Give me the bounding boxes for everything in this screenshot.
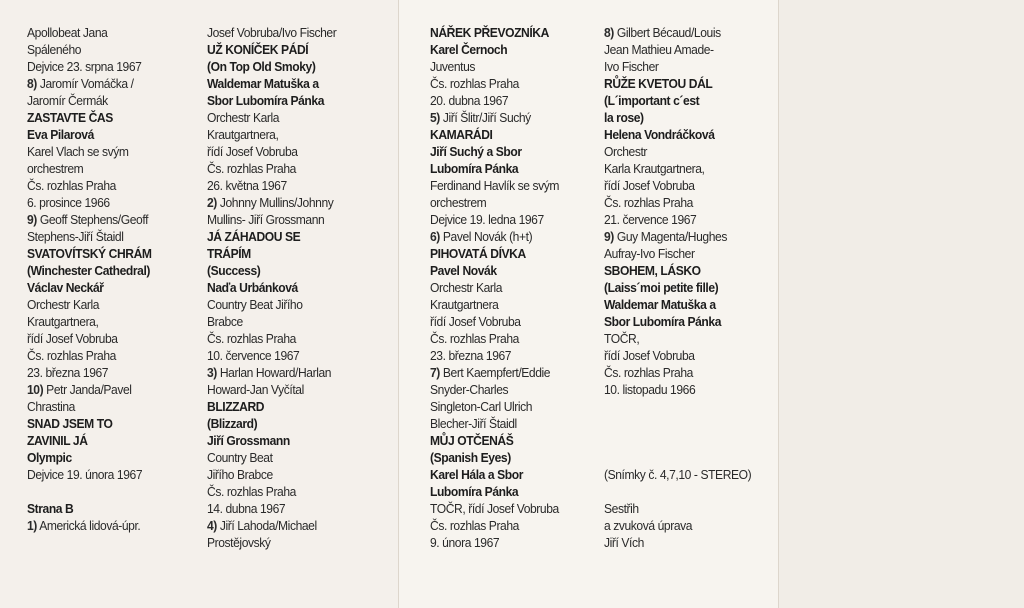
bold-line <box>430 41 597 58</box>
text-line <box>604 245 771 262</box>
text-column-4 <box>604 24 771 551</box>
text-line <box>27 92 194 109</box>
text-line <box>604 466 771 483</box>
text-line <box>430 398 597 415</box>
text-line <box>430 109 597 126</box>
line-text: PIHOVATÁ DÍVKA <box>430 246 526 261</box>
track-number: 1) <box>27 518 37 533</box>
bold-line <box>604 75 771 92</box>
bold-line <box>430 160 597 177</box>
text-line <box>27 211 194 228</box>
line-text: Aufray-Ivo Fischer <box>604 246 695 261</box>
line-text: Karla Krautgartnera, <box>604 161 705 176</box>
line-text: ZASTAVTE ČAS <box>27 110 113 125</box>
line-text: a zvuková úprava <box>604 518 693 533</box>
spacer <box>604 432 771 449</box>
text-line <box>207 194 374 211</box>
line-text: Jiří Suchý a Sbor <box>430 144 522 159</box>
line-text: Petr Janda/Pavel <box>43 382 132 397</box>
bold-line <box>207 92 374 109</box>
bold-line <box>27 262 194 279</box>
track-number: 2) <box>207 195 217 210</box>
bold-line <box>207 41 374 58</box>
track-number: 9) <box>604 229 614 244</box>
bold-line <box>604 92 771 109</box>
line-text: UŽ KONÍČEK PÁDÍ <box>207 42 309 57</box>
text-line <box>604 500 771 517</box>
line-text: Čs. rozhlas Praha <box>430 518 519 533</box>
bold-line <box>430 143 597 160</box>
line-text: Orchestr Karla <box>430 280 503 295</box>
line-text: Čs. rozhlas Praha <box>604 195 693 210</box>
text-line <box>430 92 597 109</box>
text-line <box>207 143 374 160</box>
text-line <box>207 534 374 551</box>
text-line <box>430 364 597 381</box>
bold-line <box>207 398 374 415</box>
text-line <box>604 381 771 398</box>
line-text: Lubomíra Pánka <box>430 161 519 176</box>
text-line <box>27 313 194 330</box>
text-line <box>604 24 771 41</box>
bold-line <box>27 279 194 296</box>
text-line <box>207 126 374 143</box>
line-text: Lubomíra Pánka <box>430 484 519 499</box>
line-text: Waldemar Matuška a <box>604 297 716 312</box>
track-number: 8) <box>27 76 37 91</box>
text-line <box>207 24 374 41</box>
track-number: 3) <box>207 365 217 380</box>
bold-line <box>430 126 597 143</box>
line-text: 10. července 1967 <box>207 348 300 363</box>
text-line <box>27 58 194 75</box>
text-line <box>207 109 374 126</box>
text-line <box>430 517 597 534</box>
text-line <box>430 381 597 398</box>
bold-line <box>430 466 597 483</box>
text-line <box>27 347 194 364</box>
line-text: Karel Vlach se svým <box>27 144 129 159</box>
text-line <box>27 296 194 313</box>
line-text: Jean Mathieu Amade- <box>604 42 714 57</box>
fold-line <box>778 0 779 608</box>
line-text: Helena Vondráčková <box>604 127 715 142</box>
track-number: 4) <box>207 518 217 533</box>
text-line <box>207 381 374 398</box>
line-text: Mullins- Jiří Grossmann <box>207 212 325 227</box>
text-line <box>430 330 597 347</box>
text-column-3 <box>430 24 597 551</box>
line-text: TOČR, <box>604 331 640 346</box>
text-line <box>430 500 597 517</box>
bold-line <box>27 500 194 517</box>
text-line <box>430 75 597 92</box>
text-line <box>207 466 374 483</box>
text-line <box>27 398 194 415</box>
line-text: Čs. rozhlas Praha <box>430 331 519 346</box>
bold-line <box>207 432 374 449</box>
spacer <box>604 415 771 432</box>
line-text: Sbor Lubomíra Pánka <box>604 314 722 329</box>
track-number: 8) <box>604 25 614 40</box>
line-text: 10. listopadu 1966 <box>604 382 696 397</box>
spacer <box>604 449 771 466</box>
line-text: Orchestr Karla <box>27 297 100 312</box>
line-text: Strana B <box>27 501 74 516</box>
line-text: Karel Hála a Sbor <box>430 467 524 482</box>
bold-line <box>207 58 374 75</box>
line-text: (Spanish Eyes) <box>430 450 511 465</box>
text-line <box>430 415 597 432</box>
text-line <box>604 160 771 177</box>
line-text: 9. února 1967 <box>430 535 500 550</box>
bold-line <box>604 262 771 279</box>
line-text: Jiří Šlitr/Jiří Suchý <box>439 110 531 125</box>
line-text: Country Beat Jiřího <box>207 297 303 312</box>
line-text: orchestrem <box>27 161 84 176</box>
line-text: (Success) <box>207 263 261 278</box>
line-text: řídí Josef Vobruba <box>27 331 118 346</box>
text-column-1 <box>27 24 194 534</box>
line-text: Jaromír Čermák <box>27 93 108 108</box>
text-line <box>430 194 597 211</box>
line-text: Ferdinand Havlík se svým <box>430 178 560 193</box>
text-line <box>207 177 374 194</box>
line-text: Harlan Howard/Harlan <box>216 365 332 380</box>
line-text: Country Beat <box>207 450 273 465</box>
text-line <box>27 381 194 398</box>
track-number: 7) <box>430 365 440 380</box>
bold-line <box>27 415 194 432</box>
line-text: Blecher-Jiří Štaidl <box>430 416 517 431</box>
text-line <box>207 500 374 517</box>
text-line <box>430 279 597 296</box>
line-text: Krautgartnera, <box>27 314 99 329</box>
line-text: Jiří Lahoda/Michael <box>216 518 317 533</box>
line-text: Krautgartnera, <box>207 127 279 142</box>
line-text: Bert Kaempfert/Eddie <box>439 365 551 380</box>
line-text: Snyder-Charles <box>430 382 509 397</box>
text-line <box>27 517 194 534</box>
bold-line <box>207 262 374 279</box>
text-line <box>604 194 771 211</box>
text-line <box>604 534 771 551</box>
text-line <box>27 160 194 177</box>
line-text: SBOHEM, LÁSKO <box>604 263 701 278</box>
bold-line <box>604 296 771 313</box>
line-text: Gilbert Bécaud/Louis <box>613 25 721 40</box>
bold-line <box>604 126 771 143</box>
line-text: (Winchester Cathedral) <box>27 263 151 278</box>
line-text: Orchestr <box>604 144 648 159</box>
bold-line <box>604 109 771 126</box>
line-text: řídí Josef Vobruba <box>207 144 298 159</box>
text-line <box>430 534 597 551</box>
track-number: 10) <box>27 382 44 397</box>
line-text: SVATOVÍTSKÝ CHRÁM <box>27 246 152 261</box>
line-text: BLIZZARD <box>207 399 265 414</box>
line-text: Apollobeat Jana <box>27 25 108 40</box>
text-line <box>207 211 374 228</box>
text-line <box>207 313 374 330</box>
text-line <box>207 449 374 466</box>
line-text: Čs. rozhlas Praha <box>207 161 296 176</box>
line-text: Orchestr Karla <box>207 110 280 125</box>
track-number: 5) <box>430 110 440 125</box>
text-line <box>604 364 771 381</box>
bold-line <box>27 109 194 126</box>
bold-line <box>604 313 771 330</box>
line-text: SNAD JSEM TO <box>27 416 113 431</box>
line-text: Jiří Grossmann <box>207 433 290 448</box>
line-text: Geoff Stephens/Geoff <box>36 212 149 227</box>
text-line <box>604 211 771 228</box>
text-line <box>207 364 374 381</box>
text-line <box>604 517 771 534</box>
text-line <box>430 58 597 75</box>
bold-line <box>27 449 194 466</box>
line-text: Čs. rozhlas Praha <box>27 178 116 193</box>
text-line <box>207 517 374 534</box>
bold-line <box>207 75 374 92</box>
line-text: 23. března 1967 <box>430 348 512 363</box>
line-text: Pavel Novák <box>430 263 497 278</box>
text-line <box>207 160 374 177</box>
bold-line <box>207 245 374 262</box>
line-text: 14. dubna 1967 <box>207 501 286 516</box>
bold-line <box>430 245 597 262</box>
line-text: Naďa Urbánková <box>207 280 298 295</box>
line-text: Brabce <box>207 314 243 329</box>
line-text: Čs. rozhlas Praha <box>207 331 296 346</box>
line-text: Americká lidová-úpr. <box>36 518 141 533</box>
line-text: Sestřih <box>604 501 639 516</box>
spacer <box>604 398 771 415</box>
text-line <box>27 194 194 211</box>
line-text: 20. dubna 1967 <box>430 93 509 108</box>
track-number: 9) <box>27 212 37 227</box>
line-text: MŮJ OTČENÁŠ <box>430 433 514 448</box>
line-text: Krautgartnera <box>430 297 499 312</box>
line-text: la rose) <box>604 110 644 125</box>
line-text: (Blizzard) <box>207 416 258 431</box>
line-text: Guy Magenta/Hughes <box>613 229 727 244</box>
line-text: Čs. rozhlas Praha <box>430 76 519 91</box>
line-text: NÁŘEK PŘEVOZNÍKA <box>430 25 549 40</box>
line-text: Dejvice 19. února 1967 <box>27 467 143 482</box>
line-text: Pavel Novák (h+t) <box>439 229 533 244</box>
line-text: Johnny Mullins/Johnny <box>216 195 334 210</box>
line-text: Eva Pilarová <box>27 127 94 142</box>
track-number: 6) <box>430 229 440 244</box>
text-line <box>27 143 194 160</box>
line-text: Dejvice 23. srpna 1967 <box>27 59 142 74</box>
line-text: KAMARÁDI <box>430 127 493 142</box>
line-text: Jiří Vích <box>604 535 644 550</box>
line-text: (L´important c´est <box>604 93 700 108</box>
text-line <box>27 24 194 41</box>
line-text: Karel Černoch <box>430 42 508 57</box>
bold-line <box>430 432 597 449</box>
line-text: Jaromír Vomáčka / <box>36 76 134 91</box>
line-text: RŮŽE KVETOU DÁL <box>604 76 713 91</box>
line-text: Waldemar Matuška a <box>207 76 319 91</box>
bold-line <box>430 262 597 279</box>
bold-line <box>430 483 597 500</box>
text-line <box>207 347 374 364</box>
line-text: (Laiss´moi petite fille) <box>604 280 719 295</box>
bold-line <box>430 24 597 41</box>
bold-line <box>207 415 374 432</box>
bold-line <box>27 245 194 262</box>
line-text: 6. prosince 1966 <box>27 195 110 210</box>
line-text: Prostějovský <box>207 535 271 550</box>
line-text: řídí Josef Vobruba <box>430 314 521 329</box>
line-text: orchestrem <box>430 195 487 210</box>
line-text: Chrastina <box>27 399 75 414</box>
text-line <box>27 364 194 381</box>
line-text: Čs. rozhlas Praha <box>207 484 296 499</box>
line-text: Jiřího Brabce <box>207 467 273 482</box>
text-line <box>430 313 597 330</box>
bold-line <box>430 449 597 466</box>
line-text: Čs. rozhlas Praha <box>604 365 693 380</box>
bold-line <box>604 279 771 296</box>
line-text: Josef Vobruba/Ivo Fischer <box>207 25 337 40</box>
text-line <box>604 347 771 364</box>
text-line <box>604 143 771 160</box>
line-text: TOČR, řídí Josef Vobruba <box>430 501 559 516</box>
text-line <box>27 330 194 347</box>
text-line <box>604 58 771 75</box>
text-line <box>27 228 194 245</box>
line-text: (On Top Old Smoky) <box>207 59 316 74</box>
line-text: ZAVINIL JÁ <box>27 433 88 448</box>
text-line <box>604 228 771 245</box>
text-line <box>604 177 771 194</box>
text-line <box>430 177 597 194</box>
bold-line <box>207 279 374 296</box>
line-text: Stephens-Jiří Štaidl <box>27 229 124 244</box>
text-line <box>604 41 771 58</box>
line-text: Čs. rozhlas Praha <box>27 348 116 363</box>
fold-line <box>398 0 399 608</box>
line-text: JÁ ZÁHADOU SE <box>207 229 301 244</box>
spacer <box>27 483 194 500</box>
text-column-2 <box>207 24 374 551</box>
line-text: Ivo Fischer <box>604 59 659 74</box>
line-text: řídí Josef Vobruba <box>604 178 695 193</box>
text-line <box>430 296 597 313</box>
text-line <box>207 296 374 313</box>
line-text: Howard-Jan Vyčítal <box>207 382 304 397</box>
line-text: Sbor Lubomíra Pánka <box>207 93 325 108</box>
text-line <box>604 330 771 347</box>
text-line <box>430 211 597 228</box>
spacer <box>604 483 771 500</box>
line-text: Spáleného <box>27 42 82 57</box>
bold-line <box>27 432 194 449</box>
line-text: Dejvice 19. ledna 1967 <box>430 212 544 227</box>
line-text: Singleton-Carl Ulrich <box>430 399 533 414</box>
text-line <box>430 228 597 245</box>
line-text: TRÁPÍM <box>207 246 251 261</box>
line-text: řídí Josef Vobruba <box>604 348 695 363</box>
line-text: 23. března 1967 <box>27 365 109 380</box>
text-line <box>207 330 374 347</box>
line-text: 26. května 1967 <box>207 178 287 193</box>
bold-line <box>207 228 374 245</box>
line-text: Václav Neckář <box>27 280 104 295</box>
text-line <box>27 466 194 483</box>
line-text: 21. července 1967 <box>604 212 697 227</box>
line-text: Olympic <box>27 450 72 465</box>
text-line <box>27 177 194 194</box>
text-line <box>27 75 194 92</box>
line-text: Juventus <box>430 59 476 74</box>
text-line <box>207 483 374 500</box>
bold-line <box>27 126 194 143</box>
text-line <box>430 347 597 364</box>
line-text: (Snímky č. 4,7,10 - STEREO) <box>604 467 752 482</box>
text-line <box>27 41 194 58</box>
panel-flap <box>778 0 1024 608</box>
